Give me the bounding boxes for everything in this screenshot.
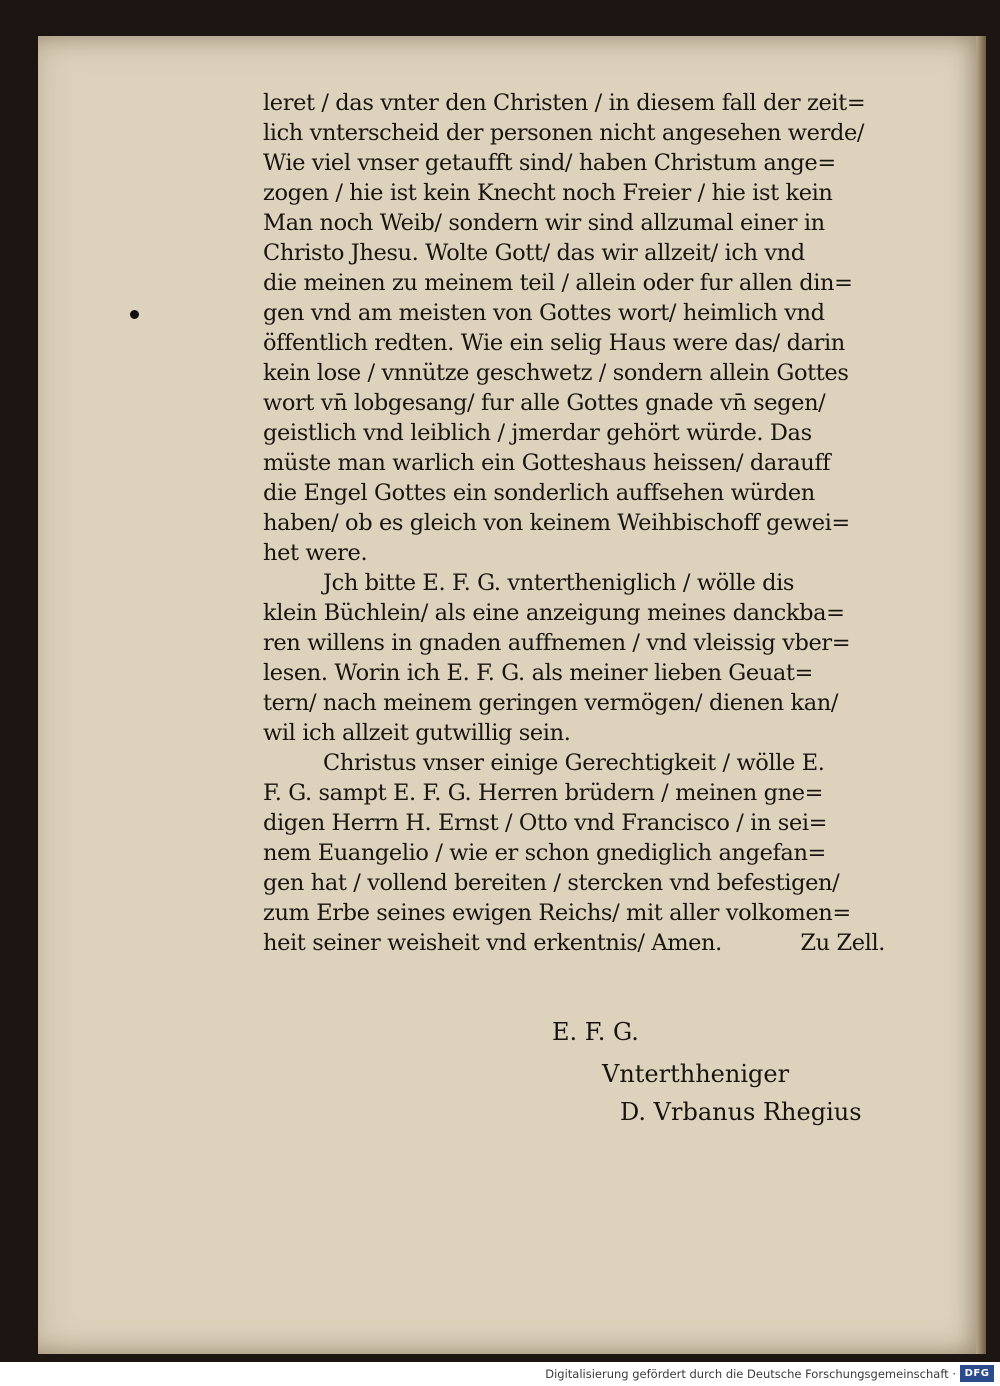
text-line: wil ich allzeit gutwillig sein. xyxy=(263,720,571,746)
signature-untertheniger: Vnterthheniger xyxy=(602,1060,790,1088)
signature-name: D. Vrbanus Rhegius xyxy=(620,1098,862,1126)
text-line: ren willens in gnaden auffnemen / vnd vleissig vber= xyxy=(263,630,851,656)
closing-place: Zu Zell. xyxy=(800,930,885,956)
text-line: klein Büchlein/ als eine anzeigung meines danckba= xyxy=(263,600,845,626)
text-line: kein lose / vnnütze geschwetz / sondern allein Gottes xyxy=(263,360,849,386)
text-line: het were. xyxy=(263,540,368,566)
text-line: müste man warlich ein Gotteshaus heissen/ darauff xyxy=(263,450,831,476)
paragraph-start-line: Jch bitte E. F. G. vntertheniglich / wölle dis xyxy=(323,570,795,596)
text-line: Man noch Weib/ sondern wir sind allzumal einer in xyxy=(263,210,825,236)
text-line: digen Herrn H. Ernst / Otto vnd Francisco / in sei= xyxy=(263,810,828,836)
text-line: Christo Jhesu. Wolte Gott/ das wir allzeit/ ich vnd xyxy=(263,240,805,266)
funding-credit: Digitalisierung gefördert durch die Deutsche Forschungsgemeinschaft · xyxy=(545,1367,956,1381)
text-line: wort vn̄ lobgesang/ fur alle Gottes gnade vn̄ segen/ xyxy=(263,390,826,416)
text-line: gen hat / vollend bereiten / stercken vnd befestigen/ xyxy=(263,870,840,896)
page-edge-shadow xyxy=(976,36,986,1354)
text-line: zogen / hie ist kein Knecht noch Freier / hie ist kein xyxy=(263,180,833,206)
closing-line xyxy=(263,928,885,958)
text-line: leret / das vnter den Christen / in diesem fall der zeit= xyxy=(263,90,866,116)
text-line: zum Erbe seines ewigen Reichs/ mit aller volkomen= xyxy=(263,900,851,926)
text-line: haben/ ob es gleich von keinem Weihbischoff gewei= xyxy=(263,510,850,536)
text-line: Wie viel vnser getaufft sind/ haben Christum ange= xyxy=(263,150,836,176)
paragraph-start-line: Christus vnser einige Gerechtigkeit / wölle E. xyxy=(323,750,825,776)
text-line: lich vnterscheid der personen nicht angesehen werde/ xyxy=(263,120,865,146)
body-text xyxy=(263,88,885,958)
signature-salutation: E. F. G. xyxy=(552,1018,639,1046)
margin-dot xyxy=(130,310,139,319)
text-line: lesen. Worin ich E. F. G. als meiner lieben Geuat= xyxy=(263,660,813,686)
text-line: tern/ nach meinem geringen vermögen/ dienen kan/ xyxy=(263,690,839,716)
footer-bar xyxy=(0,1362,1000,1386)
closing-text: heit seiner weisheit vnd erkentnis/ Amen. xyxy=(263,930,722,956)
text-line: F. G. sampt E. F. G. Herren brüdern / meinen gne= xyxy=(263,780,824,806)
text-line: die Engel Gottes ein sonderlich auffsehen würden xyxy=(263,480,815,506)
dfg-logo: DFG xyxy=(960,1365,994,1382)
text-line: öffentlich redten. Wie ein selig Haus were das/ darin xyxy=(263,330,845,356)
text-line: gen vnd am meisten von Gottes wort/ heimlich vnd xyxy=(263,300,825,326)
text-line: geistlich vnd leiblich / jmerdar gehört würde. Das xyxy=(263,420,812,446)
text-line: die meinen zu meinem teil / allein oder fur allen din= xyxy=(263,270,853,296)
text-line: nem Euangelio / wie er schon gnediglich angefan= xyxy=(263,840,826,866)
